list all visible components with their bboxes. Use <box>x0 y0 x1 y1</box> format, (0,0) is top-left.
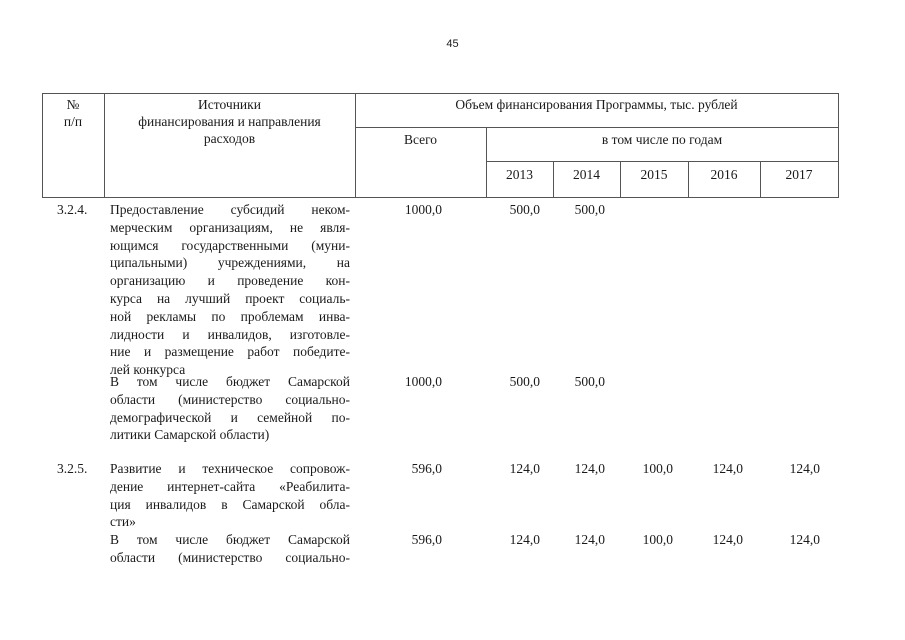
row-year-2017: 124,0 <box>789 532 820 547</box>
row-year-2016: 124,0 <box>712 461 743 476</box>
row-year-2014: 124,0 <box>574 532 605 547</box>
description-line: курса на лучший проект социаль- <box>110 290 350 306</box>
description-line: области (министерство социально- <box>110 549 350 565</box>
header-year-2016: 2016 <box>710 167 738 182</box>
header-year-2014: 2014 <box>573 167 600 182</box>
description-line: ющимся государственными (муни- <box>110 237 350 253</box>
description-line: организацию и проведение кон- <box>110 273 350 289</box>
header-number-line2: п/п <box>63 114 83 129</box>
row-total: 596,0 <box>411 461 442 476</box>
header-volume: Объем финансирования Программы, тыс. рублей <box>455 97 738 112</box>
table-top-border <box>42 93 838 94</box>
row-number: 3.2.5. <box>57 461 88 476</box>
description-line: ние и размещение работ победите- <box>110 344 350 360</box>
row-year-2015: 100,0 <box>642 461 673 476</box>
header-total: Всего <box>403 132 438 147</box>
description-line: ция инвалидов в Самарской обла- <box>110 496 350 512</box>
description-line: В том числе бюджет Самарской <box>110 532 350 547</box>
row-year-2014: 500,0 <box>574 202 605 217</box>
table-right-border <box>838 93 839 198</box>
header-year-2015: 2015 <box>640 167 668 182</box>
row-year-2016: 124,0 <box>712 532 743 547</box>
description-line: области (министерство социально- <box>110 391 350 407</box>
row-year-2017: 124,0 <box>789 461 820 476</box>
row-description <box>110 373 350 444</box>
description-line: мерческим организациям, не явля- <box>110 219 350 235</box>
header-year-2013: 2013 <box>506 167 533 182</box>
row-number: 3.2.4. <box>57 202 88 217</box>
description-line: лей конкурса <box>110 362 186 378</box>
description-line: В том числе бюджет Самарской <box>110 374 350 389</box>
header-number-line1: № <box>66 97 80 112</box>
page-number: 45 <box>446 38 459 50</box>
volume-divider <box>355 127 838 128</box>
row-year-2013: 500,0 <box>509 374 540 389</box>
row-total: 596,0 <box>411 532 442 547</box>
row-description <box>110 460 350 531</box>
description-line: ципальными) учреждениями, на <box>110 255 350 271</box>
header-source-line: Источники <box>198 97 261 112</box>
row-year-2015: 100,0 <box>642 532 673 547</box>
row-year-2013: 124,0 <box>509 461 540 476</box>
description-line: литики Самарской области) <box>110 427 270 443</box>
description-line: сти» <box>110 514 136 530</box>
row-total: 1000,0 <box>404 202 442 217</box>
header-number <box>42 96 104 130</box>
row-year-2014: 500,0 <box>574 374 605 389</box>
header-year-2017: 2017 <box>785 167 813 182</box>
description-line: демографической и семейной по- <box>110 409 350 425</box>
description-line: Развитие и техническое сопровож- <box>110 461 350 476</box>
description-line: ной рекламы по проблемам инва- <box>110 308 350 324</box>
header-source-line: расходов <box>203 131 256 146</box>
row-year-2013: 500,0 <box>509 202 540 217</box>
header-source <box>104 96 355 147</box>
row-year-2014: 124,0 <box>574 461 605 476</box>
years-divider <box>486 161 838 162</box>
description-line: лидности и инвалидов, изготовле- <box>110 326 350 342</box>
row-total: 1000,0 <box>404 374 442 389</box>
row-year-2013: 124,0 <box>509 532 540 547</box>
description-line: дение интернет-сайта «Реабилита- <box>110 478 350 494</box>
header-by-years: в том числе по годам <box>601 132 723 147</box>
header-bottom-border <box>42 197 838 198</box>
header-source-line: финансирования и направления <box>138 114 321 129</box>
row-description <box>110 201 350 379</box>
description-line: Предоставление субсидий неком- <box>110 202 350 217</box>
row-description <box>110 531 350 567</box>
